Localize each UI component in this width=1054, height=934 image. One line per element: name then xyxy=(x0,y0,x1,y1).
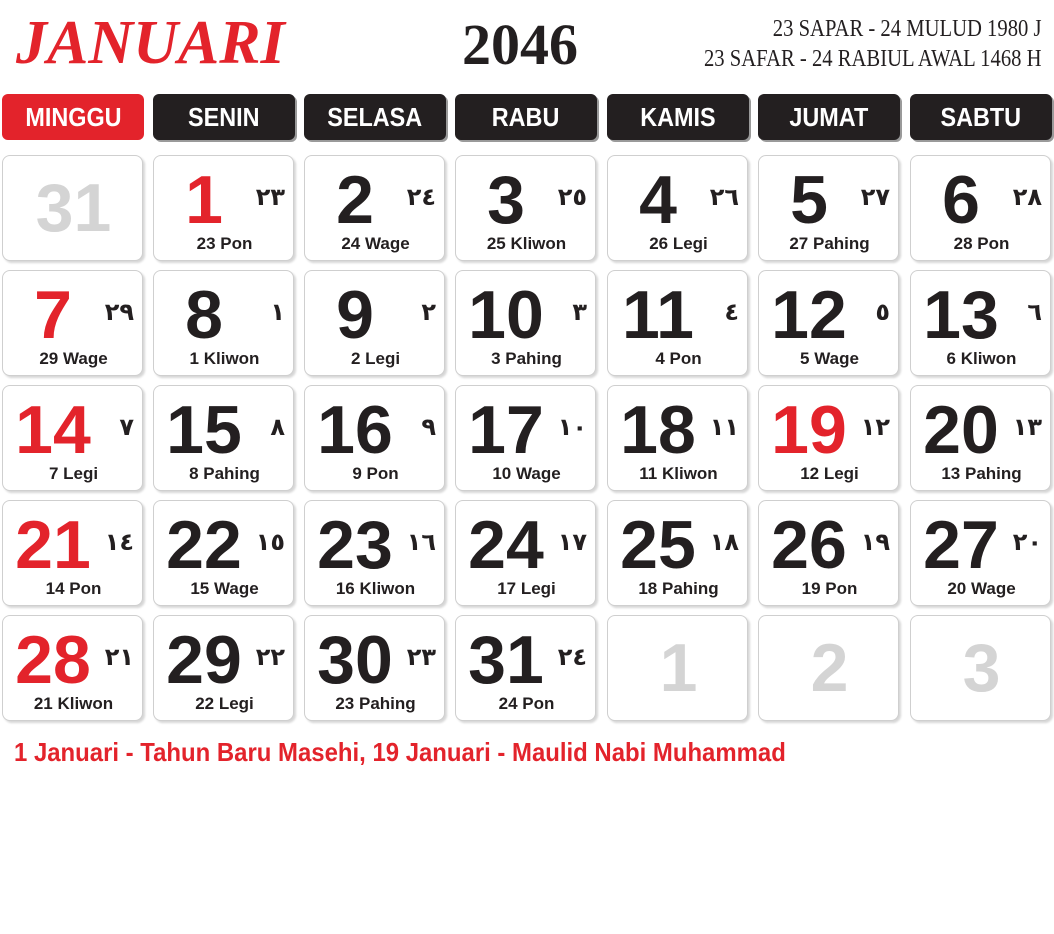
javanese-pasaran-label: 19 Pon xyxy=(801,579,858,598)
day-cell xyxy=(910,385,1051,491)
day-cell xyxy=(2,500,143,606)
day-cell xyxy=(455,615,596,721)
hijri-day-number: ١١ xyxy=(709,413,739,441)
day-number: 23 xyxy=(317,507,393,583)
hijri-day-number: ٣ xyxy=(572,298,587,326)
day-cell xyxy=(455,385,596,491)
day-cell xyxy=(607,385,748,491)
hijri-day-number: ٢٣ xyxy=(406,643,436,671)
javanese-pasaran-label: 15 Wage xyxy=(190,579,259,598)
day-cell xyxy=(304,385,445,491)
weekday-label: JUMAT xyxy=(789,101,869,132)
day-number: 15 xyxy=(166,392,242,468)
day-number: 8 xyxy=(185,277,223,353)
hijri-day-number: ٧ xyxy=(119,413,134,441)
hijri-day-number: ٥ xyxy=(875,298,890,326)
day-number: 6 xyxy=(942,162,980,238)
javanese-pasaran-label: 9 Pon xyxy=(352,464,399,483)
javanese-pasaran-label: 2 Legi xyxy=(350,349,401,368)
javanese-pasaran-label: 22 Legi xyxy=(195,694,254,713)
weekday-header-thursday xyxy=(607,94,749,140)
hijri-day-number: ٢٥ xyxy=(557,183,587,211)
javanese-pasaran-label: 17 Legi xyxy=(497,579,556,598)
day-cell xyxy=(153,615,294,721)
day-cell xyxy=(2,615,143,721)
day-number: 14 xyxy=(15,392,91,468)
day-cell xyxy=(153,500,294,606)
javanese-pasaran-label: 1 Kliwon xyxy=(189,349,260,368)
hijri-day-number: ١٢ xyxy=(860,413,890,441)
year-title: 2046 xyxy=(462,12,578,77)
hijri-day-number: ٢٨ xyxy=(1012,183,1042,211)
day-number: 26 xyxy=(771,507,847,583)
weekday-label: RABU xyxy=(492,101,560,132)
day-cell xyxy=(758,500,899,606)
javanese-range-line: 23 SAPAR - 24 MULUD 1980 J xyxy=(773,16,1042,42)
day-cell xyxy=(2,270,143,376)
day-number: 24 xyxy=(468,507,544,583)
hijri-day-number: ٩ xyxy=(421,413,436,441)
day-cell xyxy=(910,270,1051,376)
hijri-day-number: ٢٤ xyxy=(557,643,587,671)
javanese-pasaran-label: 27 Pahing xyxy=(789,234,870,253)
weekday-header-monday xyxy=(153,94,295,140)
hijri-day-number: ٢٠ xyxy=(1012,528,1042,556)
day-number: 5 xyxy=(790,162,828,238)
hijri-day-number: ٢ xyxy=(421,298,436,326)
hijri-day-number: ٢٩ xyxy=(104,298,134,326)
hijri-day-number: ١٧ xyxy=(557,528,587,556)
hijri-day-number: ٤ xyxy=(724,298,739,326)
day-number: 25 xyxy=(620,507,696,583)
javanese-pasaran-label: 24 Wage xyxy=(341,234,410,253)
weekday-header-wednesday xyxy=(455,94,597,140)
weekday-header-friday xyxy=(758,94,900,140)
day-number: 21 xyxy=(15,507,91,583)
hijri-day-number: ١٩ xyxy=(860,528,890,556)
weekday-header-row xyxy=(0,94,1054,140)
weekday-label: SABTU xyxy=(940,101,1022,132)
javanese-pasaran-label: 3 Pahing xyxy=(491,349,562,368)
day-number: 1 xyxy=(185,162,223,238)
javanese-pasaran-label: 21 Kliwon xyxy=(33,694,114,713)
calendar-grid xyxy=(0,155,1054,730)
day-number: 7 xyxy=(34,277,72,353)
month-title: JANUARI xyxy=(16,9,285,77)
javanese-pasaran-label: 4 Pon xyxy=(655,349,702,368)
hijri-day-number: ٦ xyxy=(1027,298,1042,326)
javanese-pasaran-label: 20 Wage xyxy=(947,579,1016,598)
day-cell xyxy=(455,270,596,376)
javanese-pasaran-label: 11 Kliwon xyxy=(639,464,718,483)
day-cell xyxy=(910,500,1051,606)
weekday-label: KAMIS xyxy=(640,101,716,132)
hijri-day-number: ١٨ xyxy=(709,528,739,556)
hijri-day-number: ٢٢ xyxy=(255,643,285,671)
day-number: 31 xyxy=(468,622,544,698)
day-number: 4 xyxy=(639,162,677,238)
day-cell xyxy=(758,385,899,491)
javanese-pasaran-label: 23 Pon xyxy=(196,234,253,253)
day-cell xyxy=(304,500,445,606)
day-number: 19 xyxy=(771,392,847,468)
javanese-pasaran-label: 12 Legi xyxy=(800,464,859,483)
weekday-label: MINGGU xyxy=(24,101,122,132)
day-cell-outside-month xyxy=(607,615,748,721)
hijri-day-number: ١٦ xyxy=(406,528,436,556)
weekday-header-saturday xyxy=(910,94,1052,140)
day-cell xyxy=(304,270,445,376)
day-number: 3 xyxy=(487,162,525,238)
javanese-pasaran-label: 10 Wage xyxy=(492,464,561,483)
holiday-note: 1 Januari - Tahun Baru Masehi, 19 Januari - Maulid Nabi Muhammad xyxy=(14,737,786,767)
day-number: 10 xyxy=(468,277,544,353)
weekday-header-tuesday xyxy=(304,94,446,140)
day-cell xyxy=(153,385,294,491)
weekday-header-sunday xyxy=(2,94,144,140)
javanese-pasaran-label: 7 Legi xyxy=(48,464,99,483)
hijri-day-number: ٢١ xyxy=(104,643,134,671)
day-number: 22 xyxy=(166,507,242,583)
day-number: 13 xyxy=(923,277,999,353)
hijri-day-number: ١ xyxy=(270,298,285,326)
javanese-pasaran-label: 25 Kliwon xyxy=(486,234,567,253)
day-cell xyxy=(153,270,294,376)
hijri-day-number: ٢٦ xyxy=(709,183,739,211)
javanese-pasaran-label: 8 Pahing xyxy=(189,464,260,483)
day-cell xyxy=(455,155,596,261)
javanese-pasaran-label: 29 Wage xyxy=(39,349,108,368)
javanese-pasaran-label: 24 Pon xyxy=(498,694,555,713)
javanese-pasaran-label: 6 Kliwon xyxy=(946,349,1017,368)
day-cell xyxy=(455,500,596,606)
day-number: 16 xyxy=(317,392,393,468)
day-number: 17 xyxy=(468,392,544,468)
hijri-range-line: 23 SAFAR - 24 RABIUL AWAL 1468 H xyxy=(704,46,1042,72)
hijri-javanese-range xyxy=(704,14,1042,74)
hijri-day-number: ٢٧ xyxy=(860,183,890,211)
javanese-pasaran-label: 18 Pahing xyxy=(638,579,719,598)
day-number: 18 xyxy=(620,392,696,468)
day-cell xyxy=(758,270,899,376)
day-cell-outside-month xyxy=(758,615,899,721)
day-number: 31 xyxy=(35,170,112,246)
day-cell xyxy=(153,155,294,261)
hijri-day-number: ٢٤ xyxy=(406,183,436,211)
day-cell xyxy=(758,155,899,261)
day-cell xyxy=(2,385,143,491)
day-number: 2 xyxy=(336,162,374,238)
day-cell xyxy=(304,615,445,721)
day-cell xyxy=(304,155,445,261)
day-cell xyxy=(607,500,748,606)
hijri-day-number: ٢٣ xyxy=(255,183,285,211)
day-number: 11 xyxy=(622,277,694,353)
day-number: 30 xyxy=(317,622,393,698)
javanese-pasaran-label: 13 Pahing xyxy=(941,464,1022,483)
day-number: 28 xyxy=(15,622,91,698)
day-number: 2 xyxy=(810,630,849,706)
javanese-pasaran-label: 23 Pahing xyxy=(335,694,416,713)
day-cell xyxy=(910,155,1051,261)
javanese-pasaran-label: 16 Kliwon xyxy=(335,579,416,598)
javanese-pasaran-label: 14 Pon xyxy=(45,579,102,598)
day-number: 27 xyxy=(923,507,999,583)
day-cell xyxy=(607,270,748,376)
hijri-day-number: ١٥ xyxy=(255,528,285,556)
javanese-pasaran-label: 28 Pon xyxy=(953,234,1010,253)
day-number: 1 xyxy=(659,630,698,706)
weekday-label: SENIN xyxy=(188,101,260,132)
day-number: 12 xyxy=(771,277,847,353)
day-number: 20 xyxy=(923,392,999,468)
hijri-day-number: ٨ xyxy=(270,413,285,441)
hijri-day-number: ١٠ xyxy=(557,413,587,441)
weekday-label: SELASA xyxy=(327,101,423,132)
day-cell-outside-month xyxy=(910,615,1051,721)
day-cell-outside-month xyxy=(2,155,143,261)
day-number: 29 xyxy=(166,622,242,698)
day-cell xyxy=(607,155,748,261)
hijri-day-number: ١٣ xyxy=(1012,413,1042,441)
hijri-day-number: ١٤ xyxy=(104,528,134,556)
javanese-pasaran-label: 26 Legi xyxy=(649,234,708,253)
day-number: 3 xyxy=(962,630,1001,706)
javanese-pasaran-label: 5 Wage xyxy=(800,349,859,368)
day-number: 9 xyxy=(336,277,374,353)
